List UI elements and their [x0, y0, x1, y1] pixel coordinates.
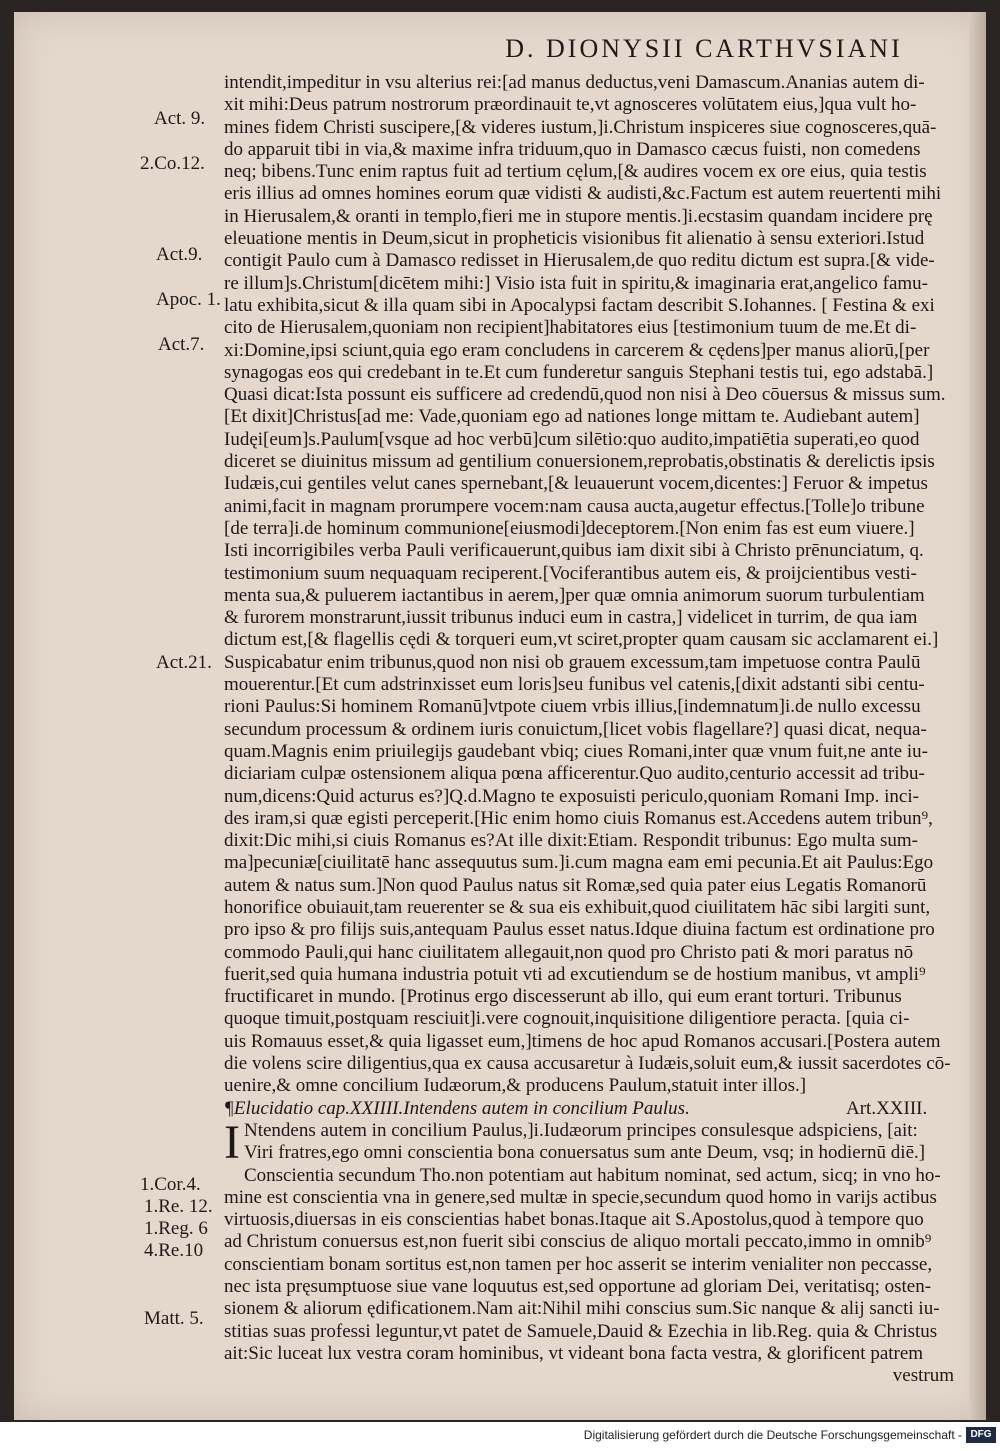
margin-note: Act.7.: [158, 334, 205, 355]
margin-note: 1.Reg. 6: [144, 1218, 208, 1239]
text-line: eris illius ad omnes homines eorum quæ vidisti & audisti,&c.Factum est autem reuertenti mihi: [224, 183, 942, 205]
text-line: die volens scire diligentius,qua ex causa accusaretur à Iudæis,soluit eum,& iussit sacerdotes cō-: [224, 1053, 951, 1075]
text-line: num,dicens:Quid acturus es?]Q.d.Magno te exposuisti periculo,quoniam Romani Imp. inci-: [224, 785, 919, 807]
text-line: nec ista pręsumptuose siue vane loquutus est,sed opportune ad gloriam Dei, veritatisq; osten-: [224, 1276, 932, 1298]
text-line: do apparuit tibi in via,& maxime infra triduum,quo in Damasco cæcus fuisti, non comedens: [224, 138, 921, 160]
text-line: mine est conscientia vna in genere,sed multæ in specie,secundum quod homo in varijs actibus: [224, 1186, 937, 1208]
text-line: Conscientia secundum Tho.non potentiam aut habitum nominat, sed actum, sicq; in vno ho-: [243, 1164, 941, 1186]
text-line: intendit,impeditur in vsu alterius rei:[ad manus deductus,veni Damascum.Ananias autem di-: [224, 72, 925, 93]
text-line: diciariam culpæ ostensionem aliqua pœna afficerentur.Quo audito,centurio accessit ad tribu-: [224, 763, 925, 785]
text-line: mines fidem Christi suscipere,[& videres iustum,]i.Christum inspiceres siue cognosceres,quā-: [224, 116, 937, 138]
text-line: mouerentur.[Et cum adstrinxisset eum loris]seu funibus vel catenis,[dixit adstanti sibi centu-: [224, 674, 925, 696]
text-line: Iudæis,cui gentiles velut canes spernebant,[& leuauerunt vocem,dicentes:] Feruor & impetus: [224, 473, 928, 495]
text-line: xi:Domine,ipsi sciunt,quia ego eram concludens in carcerem & cędens]per manus aliorū,[per: [224, 339, 930, 361]
text-line: uis Romauus esset,& quia ligasset eum,]timens de hoc apud Romanos accusari.[Postera autem: [224, 1030, 941, 1052]
text-line: xit mihi:Deus patrum nostrorum præordinauit te,vt agnosceres volūtatem eius,]qua vult ho-: [224, 94, 917, 116]
text-line: ad Christum conuersus est,non fuerit sibi conscius de aliquo mortali peccato,immo in omnib⁹: [224, 1231, 932, 1253]
text-line: sionem & aliorum ędificationem.Nam ait:Nihil mihi conscius sum.Sic nanque & alij sancti iu-: [224, 1298, 940, 1320]
body-text: [224, 72, 974, 1388]
text-line: dictum est,[& flagellis cędi & torqueri eum,vt sciret,propter quam causam sic acclamarent ei.]: [224, 629, 939, 651]
text-line: Quasi dicat:Ista possunt eis sufficere ad credendū,quod non nisi à Deo cōuersus & missus sum.: [224, 384, 946, 406]
chapter-caption: ¶Elucidatio cap.XXIIII.Intendens autem in concilium Paulus.: [224, 1097, 690, 1119]
running-header: D. DIONYSII CARTHVSIANI: [505, 34, 903, 63]
text-line: quam.Magnis enim priuilegijs gaudebant vbiq; ciues Romani,inter quæ vnum fuit,ne ante iu-: [224, 740, 928, 762]
text-block: [224, 1165, 974, 1366]
margin-note: 1.Cor.4.: [140, 1174, 201, 1195]
article-number: Art.XXIII.: [846, 1097, 928, 1119]
text-line: secundum processum & ordinem iuris conuictum,[licet vobis flagellare?] quasi dicat, nequa-: [224, 718, 927, 740]
text-line: re illum]s.Christum[dicētem mihi:] Visio ista fuit in spiritu,& imaginaria erat,angelico famu-: [224, 272, 928, 294]
dfg-logo: DFG: [966, 1427, 996, 1443]
text-line: Ntendens autem in concilium Paulus,]i.Iudæorum principes consulesque adspiciens, [ait:: [243, 1119, 918, 1141]
text-line: synagogas eos qui credebant in te.Et cum funderetur sanguis Stephani testis tui, ego adstabā.]: [224, 361, 934, 383]
text-line: testimonium suum nequaquam reciperent.[Vociferantibus autem eis, & proijcientibus vesti-: [224, 562, 917, 584]
text-line: neq; bibens.Tunc enim raptus fuit ad tertium cęlum,[& audires vocem ex ore eius, quia testis: [224, 161, 927, 183]
text-line: menta sua,& puluerem iactantibus in aerem,]per quæ omnia animorum suorum turbulentiam: [224, 584, 925, 606]
margin-note: Act. 9.: [154, 108, 206, 129]
catchword: vestrum: [892, 1365, 954, 1387]
caption-row: [224, 1098, 974, 1120]
text-line: diceret se diuinitus missum ad gentilium conuersionem,reprobatis,obstinatis & derelictis ipsis: [224, 451, 935, 473]
drop-capital: I: [224, 1115, 240, 1169]
text-line: animi,facit in magnam prorumpere vocem:nam causa aucta,augetur effectus.[Tolle]o tribune: [224, 495, 925, 517]
text-line: [Et dixit]Christus[ad me: Vade,quoniam ego ad nationes longe mittam te. Audiebant autem]: [224, 406, 920, 428]
book-page: [14, 12, 986, 1420]
margin-note: 2.Co.12.: [140, 153, 205, 174]
text-line: [de terra]i.de hominum communione[eiusmodi]deceptorem.[Non enim fas est eum viuere.]: [224, 517, 915, 539]
text-line: & furorem monstrarunt,iussit tribunus induci eum in castra,] videlicet in turrim, de qua iam: [224, 607, 918, 629]
text-line: Suspicabatur enim tribunus,quod non nisi ob grauem excessum,tam impetuose contra Paulū: [224, 651, 921, 673]
text-line: conscientiam bonam sortitus est,non tamen per hoc asserit se interim venialiter non peccasse,: [224, 1253, 933, 1275]
margin-note: Act.9.: [156, 244, 203, 265]
margin-note: 4.Re.10: [144, 1240, 204, 1261]
text-line: dixit:Dic mihi,si ciuis Romanus es?At ille dixit:Etiam. Respondit tribunus: Ego multa sum-: [224, 830, 918, 852]
text-line: latu exhibita,sicut & illa quam sibi in Apocalypsi factam describit S.Iohannes. [ Festina & exi: [224, 294, 935, 316]
dropcap-paragraph: [224, 1115, 974, 1169]
text-line: pro ipso & pro filijs suis,antequam Paulus esset natus.Idque diuina factum est ordinatione pro: [224, 919, 935, 941]
text-line: stitias suas professi leguntur,vt patet de Samuele,Dauid & Ezechia in lib.Reg. quia & Christus: [224, 1320, 938, 1342]
text-line: fuerit,sed quia humana industria potuit vti ad excutiendum se de hostium manibus, vt ampli⁹: [224, 963, 926, 985]
text-line: autem & natus sum.]Non quod Paulus natus sit Romæ,sed quia pater eius Legatis Romanorū: [224, 874, 927, 896]
text-line: eleuatione mentis in Deum,sicut in propheticis visionibus fit alienatio à sensu exteriori.Istud: [224, 228, 925, 250]
text-block: [224, 72, 974, 1098]
text-line: virtuosis,diuersas in eis conscientias habet bonas.Itaque ait S.Apostolus,quod à tempore quo: [224, 1209, 924, 1231]
digitization-credit: Digitalisierung gefördert durch die Deutsche Forschungsgemeinschaft -: [583, 1428, 962, 1442]
margin-note: Matt. 5.: [144, 1308, 204, 1329]
margin-note: Act.21.: [156, 652, 212, 673]
margin-note: Apoc. 1.: [156, 289, 221, 310]
text-line: quoque timuit,postquam resciuit]i.vere cognouit,inquisitione diligentiore peracta. [quia ci-: [224, 1008, 910, 1030]
text-line: rioni Paulus:Si hominem Romanū]vtpote ciuem vrbis illius,[indemnatum]i.de nullo excessu: [224, 696, 921, 718]
text-line: in Hierusalem,& oranti in templo,fieri me in stupore mentis.]i.ecstasim quandam incidere prę: [224, 205, 933, 227]
text-line: cito de Hierusalem,quoniam non recipient]habitatores eius [testimonium tuum de me.Et di-: [224, 317, 917, 339]
text-line: des iram,si quæ egisti perceperit.[Hic enim homo ciuis Romanus est.Accedens autem tribun⁹,: [224, 807, 933, 829]
text-line: Viri fratres,ego omni conscientia bona conuersatus sum ante Deum, vsq; in hodiernū diē.]: [243, 1142, 926, 1164]
margin-note: 1.Re. 12.: [144, 1196, 213, 1217]
text-line: ma]pecuniæ[ciuilitatē hanc assequutus sum.]i.cum magna eam emi pecunia.Et ait Paulus:Ego: [224, 852, 934, 874]
text-line: uenire,& omne concilium Iudæorum,& producens Paulum,statuit inter illos.]: [224, 1075, 807, 1097]
margin-notes: [14, 12, 239, 1420]
text-line: commodo Pauli,qui hanc ciuilitatem allegauit,non quod pro Christo pati & mori paratus nō: [224, 941, 914, 963]
text-line: honorifice obuiauit,tam reuerenter se & sua eis exhibuit,quod ciuilitatem hāc sibi largiti sunt,: [224, 896, 931, 918]
text-line: contigit Paulo cum à Damasco redisset in Hierusalem,de quo reditu dictum est supra.[& vide-: [224, 250, 935, 272]
text-line: fructificaret in mundo. [Protinus ergo discesserunt ab illo, qui eum erant torturi. Tribunus: [224, 986, 902, 1008]
text-line: Iudęi[eum]s.Paulum[vsque ad hoc verbū]cum silētio:quo audito,impatiētia superati,eo quod: [224, 428, 920, 450]
text-line: ait:Sic luceat lux vestra coram hominibus, vt videant bona facta vestra, & glorificent patrem: [224, 1342, 924, 1364]
text-line: Isti incorrigibiles verba Pauli verificauerunt,quibus iam dixit sibi à Christo prēnunciatum, q.: [224, 540, 924, 562]
